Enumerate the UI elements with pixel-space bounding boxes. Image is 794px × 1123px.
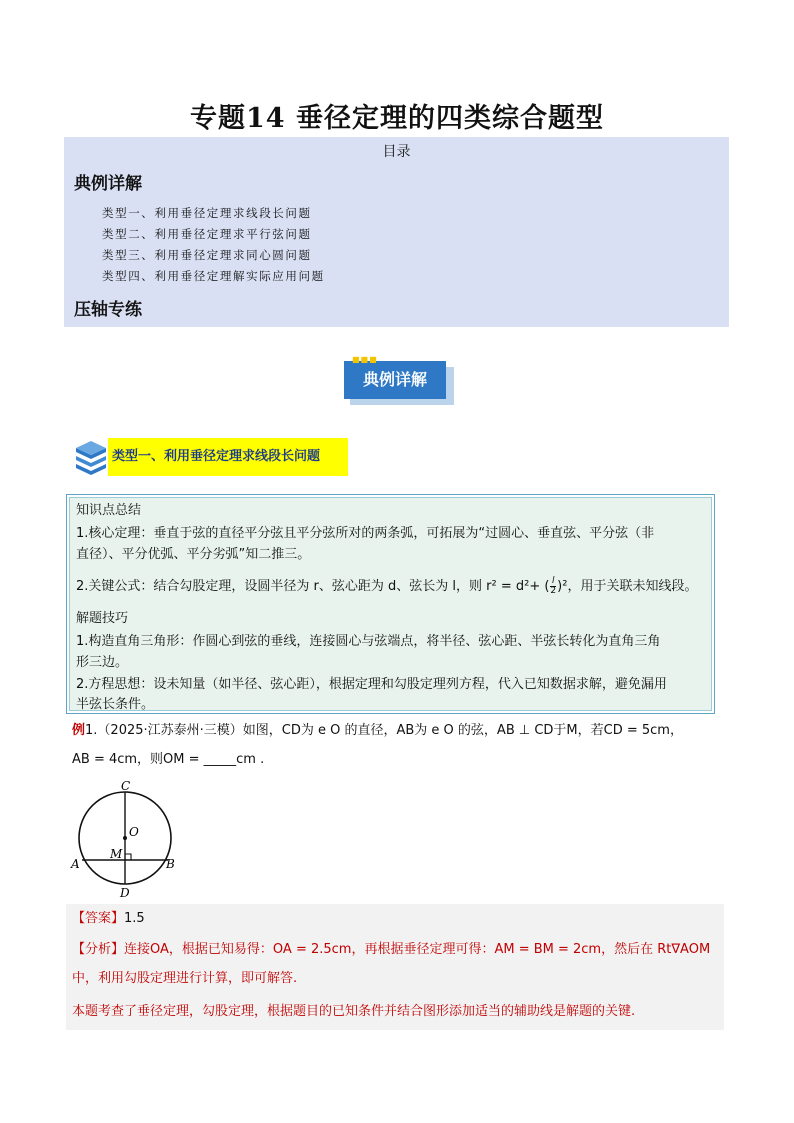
tip-line: 1.构造直角三角形：作圆心到弦的垂线，连接圆心与弦端点，将半径、弦心距、半弦长转化为直角三角 bbox=[76, 634, 661, 649]
toc-section-examples[interactable]: 典例详解 bbox=[74, 174, 142, 194]
badge-label: 典例详解 bbox=[344, 361, 446, 399]
label-b: B bbox=[166, 857, 175, 871]
toc-item-type2[interactable]: 类型二、利用垂径定理求平行弦问题 bbox=[102, 227, 312, 241]
toc-section-practice[interactable]: 压轴专练 bbox=[74, 300, 142, 320]
toc-heading: 目录 bbox=[382, 144, 411, 160]
answer-label: 【答案】 bbox=[72, 911, 125, 926]
knowledge-box bbox=[66, 494, 715, 714]
formula-text: )²，用于关联未知线段。 bbox=[557, 579, 698, 594]
label-a: A bbox=[71, 857, 80, 871]
example-label: 例 bbox=[72, 723, 86, 738]
example-line: AB = 4cm，则OM = _____cm . bbox=[72, 752, 265, 767]
fraction bbox=[550, 577, 556, 596]
label-c: C bbox=[121, 779, 131, 793]
example-question bbox=[72, 720, 683, 742]
knowledge-line: 1.核心定理：垂直于弦的直径平分弦且平分弦所对的两条弧，可拓展为“过圆心、垂直弦、平分弦（非 bbox=[76, 526, 655, 541]
answer-box bbox=[66, 904, 724, 1030]
analysis-line: 中，利用勾股定理进行计算，即可解答. bbox=[72, 971, 298, 986]
toc-item-type3[interactable]: 类型三、利用垂径定理求同心圆问题 bbox=[102, 248, 312, 262]
table-of-contents bbox=[64, 137, 729, 327]
formula-line bbox=[76, 576, 697, 598]
fraction-denominator: 2 bbox=[550, 586, 557, 596]
label-d: D bbox=[120, 886, 130, 900]
knowledge-box-inner bbox=[69, 497, 712, 711]
label-o: O bbox=[129, 825, 139, 839]
analysis-text: 连接OA，根据已知易得：OA = 2.5cm，再根据垂径定理可得：AM = BM = 2cm，然后在 Rt∇AOM bbox=[124, 942, 711, 957]
knowledge-heading: 知识点总结 bbox=[76, 503, 142, 518]
example-line: 1.（2025·江苏泰州·三模）如图，CD为 e O 的直径，AB为 e O 的弦，AB ⊥ CD于M，若CD = 5cm， bbox=[85, 723, 683, 738]
knowledge-line: 直径）、平分优弧、平分劣弧”知二推三。 bbox=[76, 547, 311, 562]
circle-figure bbox=[68, 778, 184, 902]
fraction-numerator: l bbox=[552, 576, 555, 586]
toc-item-type1[interactable]: 类型一、利用垂径定理求线段长问题 bbox=[102, 206, 312, 220]
answer-note: 本题考查了垂径定理，勾股定理，根据题目的已知条件并结合图形添加适当的辅助线是解题的关键. bbox=[72, 1004, 636, 1019]
center-point bbox=[123, 836, 127, 840]
label-m: M bbox=[110, 847, 123, 861]
toc-item-type4[interactable]: 类型四、利用垂径定理解实际应用问题 bbox=[102, 269, 325, 283]
analysis-label: 【分析】 bbox=[72, 942, 125, 957]
tips-heading: 解题技巧 bbox=[76, 611, 129, 626]
answer-value: 1.5 bbox=[124, 911, 145, 926]
page-title: 专题14 垂径定理的四类综合题型 bbox=[190, 103, 604, 134]
answer-line bbox=[72, 908, 145, 930]
tip-line: 2.方程思想：设未知量（如半径、弦心距），根据定理和勾股定理列方程，代入已知数据求解，避免漏用 bbox=[76, 677, 667, 692]
tip-line: 形三边。 bbox=[76, 655, 129, 670]
analysis-line bbox=[72, 939, 710, 961]
formula-text: 2.关键公式：结合勾股定理，设圆半径为 r、弦心距为 d、弦长为 l，则 r² = d²+ ( bbox=[76, 579, 550, 594]
books-icon bbox=[72, 438, 110, 476]
tip-line: 半弦长条件。 bbox=[76, 697, 155, 712]
right-angle-mark bbox=[125, 854, 131, 860]
badge-dots-decoration: ■■■ bbox=[352, 355, 378, 364]
section-badge bbox=[344, 355, 456, 407]
type-heading: 类型一、利用垂径定理求线段长问题 bbox=[108, 438, 348, 476]
